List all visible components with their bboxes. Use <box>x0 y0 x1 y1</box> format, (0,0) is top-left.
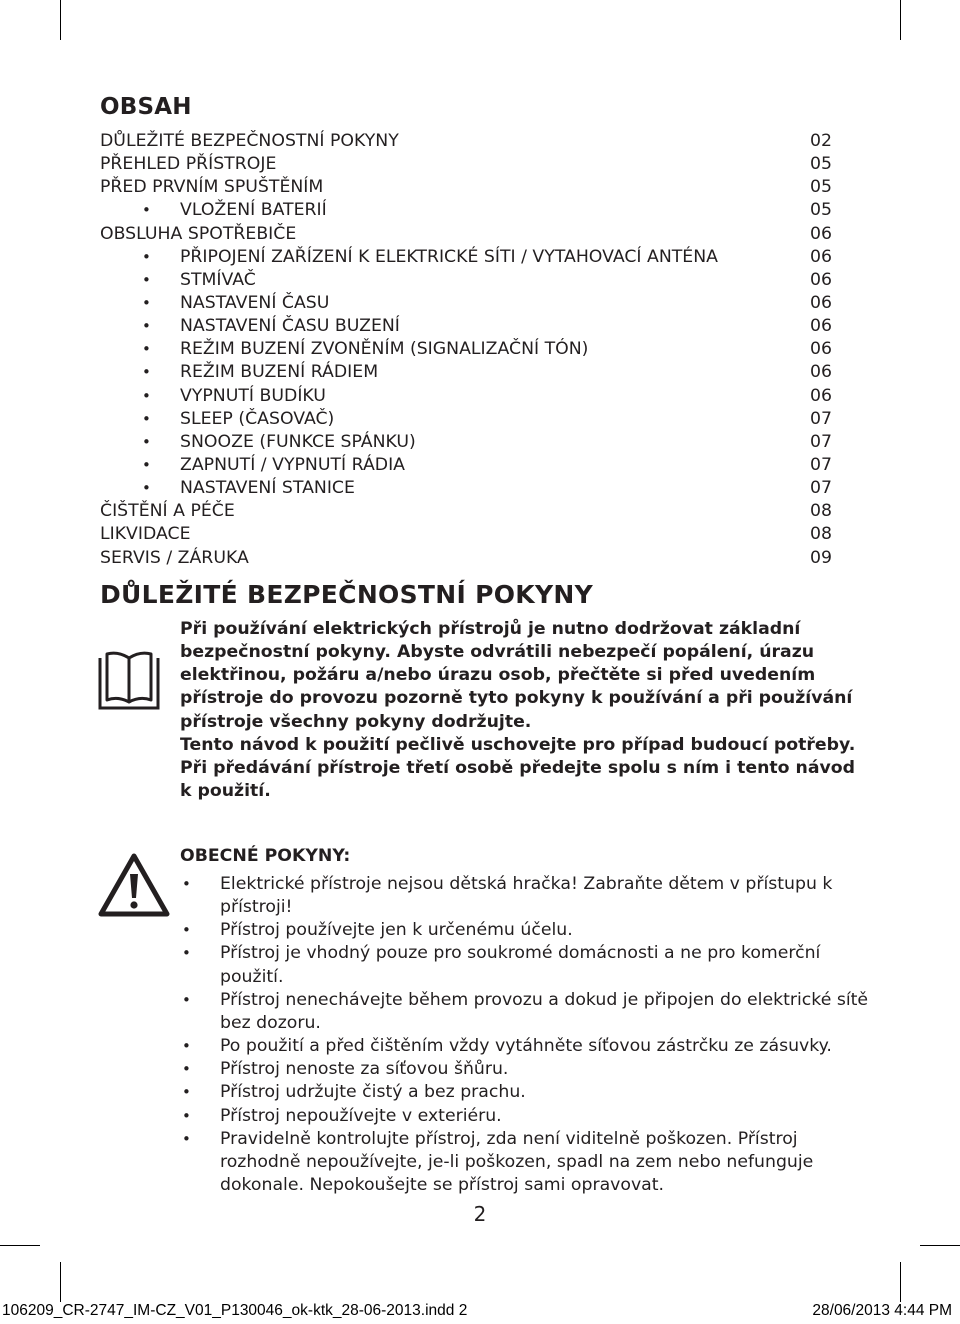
toc-entry-label: NASTAVENÍ STANICE <box>180 478 355 499</box>
toc-entry-label: VLOŽENÍ BATERIÍ <box>180 200 327 221</box>
print-slug-datetime: 28/06/2013 4:44 PM <box>812 1302 952 1319</box>
bullet-icon: • <box>142 270 151 289</box>
toc-entry <box>100 176 832 199</box>
toc-entry <box>100 385 832 408</box>
open-book-icon <box>98 650 160 710</box>
crop-mark-bottom-left-h <box>0 1245 40 1246</box>
toc-entry <box>100 523 832 546</box>
rule-item <box>180 1128 870 1197</box>
rule-text: Přístroj nenechávejte během provozu a dokud je připojen do elektrické sítě bez dozoru. <box>220 989 869 1033</box>
toc-entry-page: 02 <box>810 131 832 151</box>
toc-entry-page: 05 <box>810 177 832 198</box>
rule-text: Přístroj používejte jen k určenému účelu. <box>220 920 573 941</box>
toc-entry <box>100 408 832 431</box>
toc-entry <box>100 500 832 523</box>
toc-entry-label: PŘIPOJENÍ ZAŘÍZENÍ K ELEKTRICKÉ SÍTI / VYTAHOVACÍ ANTÉNA <box>180 246 718 267</box>
print-slug-file: 106209_CR-2747_IM-CZ_V01_P130046_ok-ktk_28-06-2013.indd 2 <box>2 1302 468 1319</box>
bullet-icon: • <box>142 247 151 266</box>
rule-text: Pravidelně kontrolujte přístroj, zda není viditelně poškozen. Přístroj rozhodně nepoužívejte, je-li poškozen, spadl na zem nebo nefunguje dokonale. Nepokoušejte se přístroj sami opravovat. <box>220 1128 814 1196</box>
toc-entry-page: 06 <box>810 246 832 267</box>
bullet-icon: • <box>142 363 151 382</box>
toc-entry-label: SERVIS / ZÁRUKA <box>100 547 249 568</box>
general-instructions-title: OBECNÉ POKYNY: <box>180 846 351 866</box>
general-instructions-list <box>180 873 870 1197</box>
toc-entry-page: 06 <box>810 316 832 337</box>
toc-entry <box>100 199 832 222</box>
toc-entry-label: LIKVIDACE <box>100 524 191 545</box>
toc-entry-page: 09 <box>810 547 832 568</box>
rule-item <box>180 919 870 942</box>
bullet-icon: • <box>142 317 151 336</box>
toc-entry <box>100 130 832 153</box>
toc-entry-label: REŽIM BUZENÍ ZVONĚNÍM (SIGNALIZAČNÍ TÓN) <box>180 339 589 360</box>
rule-item <box>180 942 870 988</box>
toc-entry-page: 06 <box>810 269 832 290</box>
intro-paragraph: Při používání elektrických přístrojů je nutno dodržovat základní bezpečnostní pokyny. Abyste odvrátili nebezpečí popálení, úrazu elektřinou, požáru a/nebo úrazu osob, přečtěte si před uvedením přístroje do provozu pozorně tyto pokyny k používání a při používání přístroje všechny pokyny dodržujte. <box>180 619 853 732</box>
toc-entry <box>100 269 832 292</box>
rule-item <box>180 989 870 1035</box>
rule-item <box>180 1105 870 1128</box>
safety-section-title: DŮLEŽITÉ BEZPEČNOSTNÍ POKYNY <box>100 580 593 609</box>
bullet-icon: • <box>142 293 151 312</box>
toc-entry-page: 06 <box>810 292 832 313</box>
rule-item <box>180 1081 870 1104</box>
warning-triangle-icon <box>98 852 170 918</box>
intro-paragraph: Tento návod k použití pečlivě uschovejte pro případ budoucí potřeby. <box>180 734 856 755</box>
toc-entry-label: PŘEHLED PŘÍSTROJE <box>100 154 277 175</box>
crop-mark-top-right <box>900 0 901 40</box>
crop-mark-bottom-left <box>60 1262 61 1302</box>
toc-entry-label: VYPNUTÍ BUDÍKU <box>180 385 326 406</box>
rule-item <box>180 873 870 919</box>
bullet-icon: • <box>142 432 151 451</box>
toc-entry-page: 05 <box>810 200 832 221</box>
toc-entry-page: 07 <box>810 478 832 499</box>
toc-entry-label: ZAPNUTÍ / VYPNUTÍ RÁDIA <box>180 454 405 475</box>
bullet-icon: • <box>182 921 191 940</box>
toc-entry-label: SLEEP (ČASOVAČ) <box>180 408 335 429</box>
rule-text: Elektrické přístroje nejsou dětská hračka! Zabraňte dětem v přístupu k přístroji! <box>220 874 833 918</box>
toc-entry-label: STMÍVAČ <box>180 269 256 290</box>
toc-entry <box>100 477 832 500</box>
intro-paragraph: Při předávání přístroje třetí osobě předejte spolu s ním i tento návod k použití. <box>180 757 855 802</box>
bullet-icon: • <box>182 1060 191 1079</box>
bullet-icon: • <box>182 875 191 893</box>
bullet-icon: • <box>182 1083 191 1102</box>
bullet-icon: • <box>182 1129 191 1148</box>
table-of-contents <box>100 130 832 570</box>
toc-entry-label: SNOOZE (FUNKCE SPÁNKU) <box>180 431 416 452</box>
toc-entry-page: 08 <box>810 524 832 545</box>
toc-entry <box>100 223 832 246</box>
toc-title: OBSAH <box>100 94 192 120</box>
rule-text: Přístroj je vhodný pouze pro soukromé domácnosti a ne pro komerční použití. <box>220 943 821 987</box>
toc-entry <box>100 246 832 269</box>
toc-entry-page: 06 <box>810 385 832 406</box>
toc-entry-page: 07 <box>810 408 832 429</box>
toc-entry-page: 07 <box>810 431 832 452</box>
toc-entry <box>100 454 832 477</box>
toc-entry-label: REŽIM BUZENÍ RÁDIEM <box>180 362 379 383</box>
bullet-icon: • <box>142 201 151 220</box>
bullet-icon: • <box>182 1106 191 1125</box>
rule-text: Přístroj nenoste za síťovou šňůru. <box>220 1059 509 1080</box>
toc-entry-page: 06 <box>810 339 832 360</box>
toc-entry <box>100 292 832 315</box>
rule-item <box>180 1058 870 1081</box>
bullet-icon: • <box>182 1037 191 1056</box>
crop-mark-top-left <box>60 0 61 40</box>
toc-entry <box>100 547 832 570</box>
toc-entry-label: NASTAVENÍ ČASU BUZENÍ <box>180 316 400 337</box>
crop-mark-bottom-right-h <box>920 1245 960 1246</box>
toc-entry-label: PŘED PRVNÍM SPUŠTĚNÍM <box>100 177 324 198</box>
toc-entry-page: 06 <box>810 362 832 383</box>
toc-entry <box>100 315 832 338</box>
bullet-icon: • <box>142 479 151 498</box>
bullet-icon: • <box>142 340 151 359</box>
toc-entry <box>100 361 832 384</box>
bullet-icon: • <box>142 386 151 405</box>
toc-entry-label: OBSLUHA SPOTŘEBIČE <box>100 223 297 244</box>
rule-text: Přístroj nepoužívejte v exteriéru. <box>220 1105 502 1126</box>
bullet-icon: • <box>182 990 191 1009</box>
rule-text: Po použití a před čištěním vždy vytáhněte síťovou zástrčku ze zásuvky. <box>220 1036 832 1057</box>
toc-entry-label: NASTAVENÍ ČASU <box>180 292 330 313</box>
safety-intro <box>180 618 860 803</box>
rule-item <box>180 1035 870 1058</box>
toc-entry <box>100 431 832 454</box>
bullet-icon: • <box>142 455 151 474</box>
toc-entry-label: DŮLEŽITÉ BEZPEČNOSTNÍ POKYNY <box>100 131 399 151</box>
toc-entry-label: ČIŠTĚNÍ A PÉČE <box>100 501 235 522</box>
rule-text: Přístroj udržujte čistý a bez prachu. <box>220 1082 526 1103</box>
bullet-icon: • <box>182 944 191 963</box>
crop-mark-bottom-right <box>900 1262 901 1302</box>
toc-entry-page: 07 <box>810 454 832 475</box>
toc-entry-page: 05 <box>810 154 832 175</box>
toc-entry-page: 08 <box>810 501 832 522</box>
toc-entry <box>100 153 832 176</box>
page-number: 2 <box>473 1202 487 1226</box>
bullet-icon: • <box>142 409 151 428</box>
toc-entry-page: 06 <box>810 223 832 244</box>
toc-entry <box>100 338 832 361</box>
